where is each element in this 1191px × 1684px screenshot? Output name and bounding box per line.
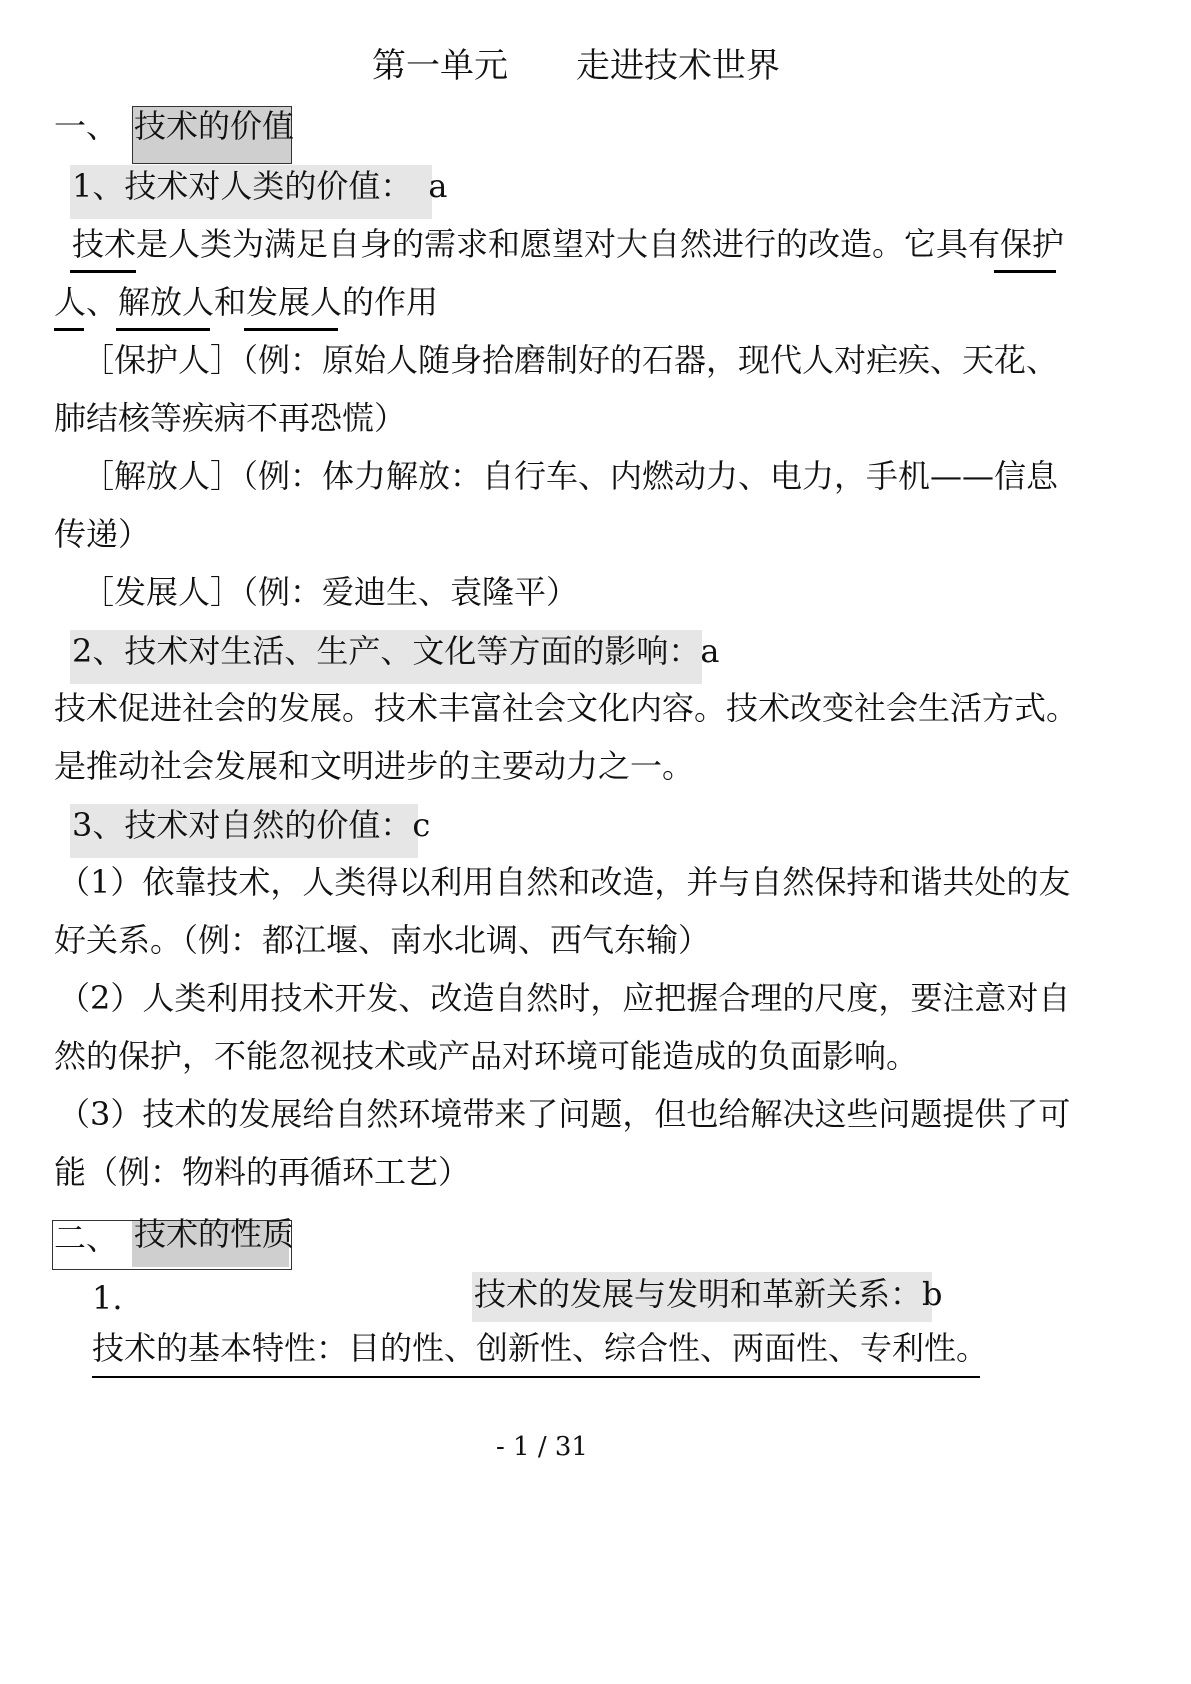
p1-body-line-2: 人、解放人和发展人的作用 <box>54 283 439 321</box>
underline-fazhan <box>244 328 338 331</box>
p3-item-1-line-2: 好关系。（例：都江堰、南水北调、西气东输） <box>54 921 711 959</box>
example-develop-line-1: ［发展人］（例：爱迪生、袁隆平） <box>82 573 579 611</box>
underline-baohu <box>994 270 1056 273</box>
example-liberate-line-1: ［解放人］（例：体力解放：自行车、内燃动力、电力，手机——信息 <box>82 457 1059 495</box>
p2-body-line-1: 技术促进社会的发展。技术丰富社会文化内容。技术改变社会生活方式。 <box>54 689 1079 727</box>
p3-item-2-line-1: （2）人类利用技术开发、改造自然时，应把握合理的尺度，要注意对自 <box>58 979 1071 1017</box>
footer-rule <box>92 1376 980 1378</box>
s2-item-heading: 技术的发展与发明和革新关系：b <box>474 1275 943 1313</box>
underline-ren <box>54 328 84 331</box>
p2-heading: 2、技术对生活、生产、文化等方面的影响：a <box>72 632 720 670</box>
s2-item-body: 技术的基本特性：目的性、创新性、综合性、两面性、专利性。 <box>92 1329 989 1367</box>
underline-ji <box>70 270 136 273</box>
example-protect-line-2: 肺结核等疾病不再恐慌） <box>54 399 407 437</box>
p3-item-3-line-2: 能（例：物料的再循环工艺） <box>54 1153 471 1191</box>
example-protect-line-1: ［保护人］（例：原始人随身拾磨制好的石器，现代人对疟疾、天花、 <box>82 341 1059 379</box>
section-2-number: 二、 <box>54 1219 119 1257</box>
page-title: 第一单元 走进技术世界 <box>372 46 780 86</box>
section-1-title: 技术的价值 <box>134 107 295 145</box>
p1-heading: 1、技术对人类的价值： a <box>72 167 448 205</box>
p1-body-line-1: 技术是人类为满足自身的需求和愿望对大自然进行的改造。它具有保护 <box>72 225 1065 263</box>
section-2-title: 技术的性质 <box>134 1215 295 1253</box>
p3-item-1-line-1: （1）依靠技术，人类得以利用自然和改造，并与自然保持和谐共处的友 <box>58 863 1071 901</box>
underline-jiefang <box>116 328 210 331</box>
p3-item-3-line-1: （3）技术的发展给自然环境带来了问题，但也给解决这些问题提供了可 <box>58 1095 1071 1133</box>
example-liberate-line-2: 传递） <box>54 515 151 553</box>
page-number: - 1 / 31 <box>496 1432 588 1462</box>
s2-item-number: 1. <box>92 1279 123 1317</box>
p3-heading: 3、技术对自然的价值：c <box>72 806 431 844</box>
p3-item-2-line-2: 然的保护，不能忽视技术或产品对环境可能造成的负面影响。 <box>54 1037 919 1075</box>
p2-body-line-2: 是推动社会发展和文明进步的主要动力之一。 <box>54 747 695 785</box>
section-1-number: 一、 <box>54 107 119 145</box>
